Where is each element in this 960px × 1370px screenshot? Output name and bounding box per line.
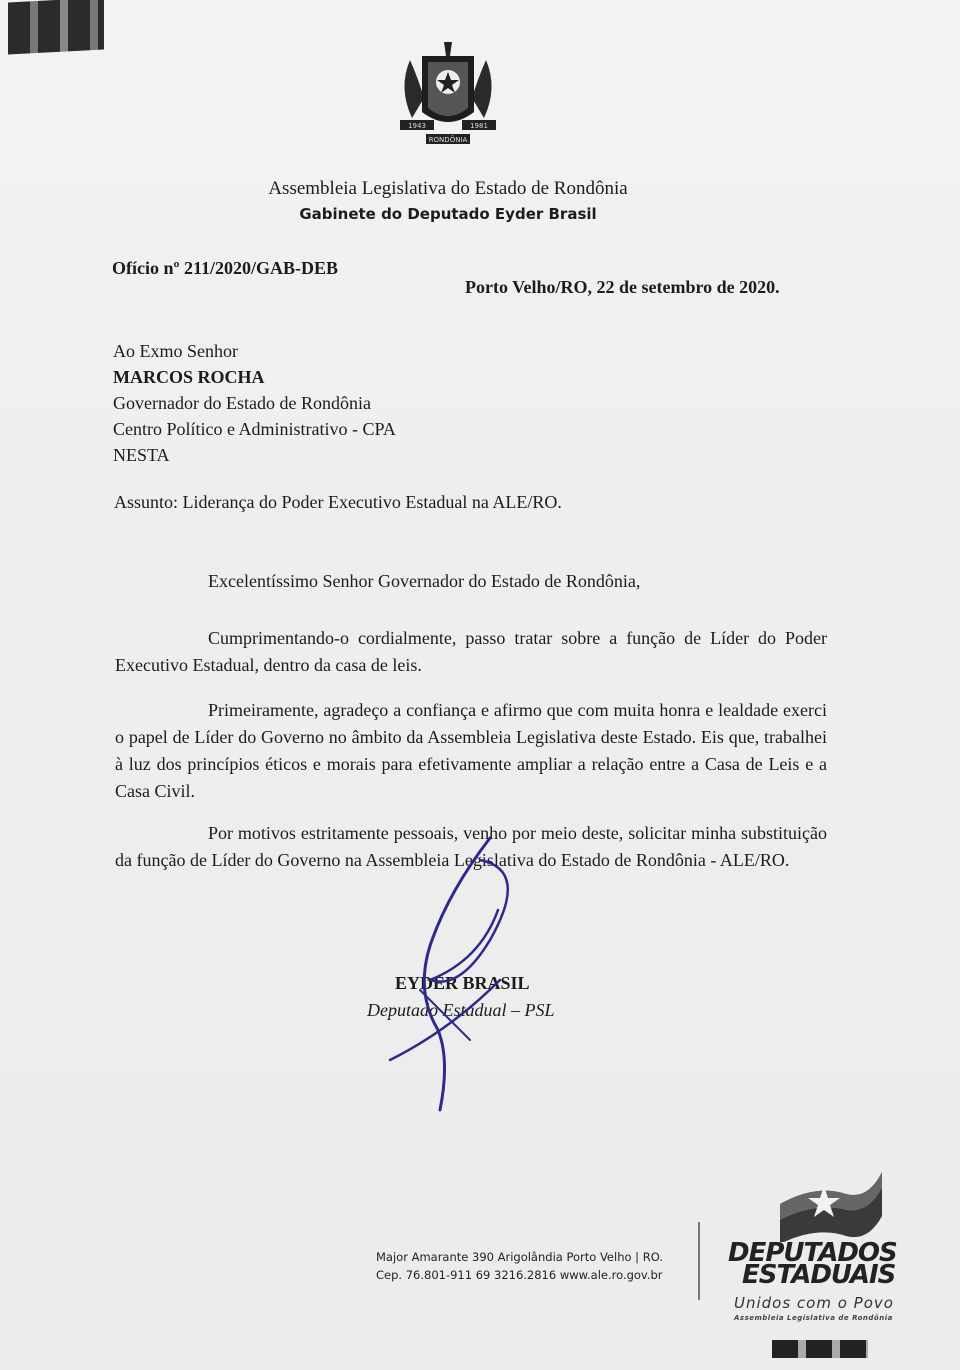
place-date: Porto Velho/RO, 22 de setembro de 2020. — [465, 277, 780, 297]
institution-title: Assembleia Legislativa do Estado de Rondônia — [268, 178, 628, 199]
body-paragraph: Por motivos estritamente pessoais, venho por meio deste, solicitar minha substituição da função de Líder do Governo na Assembleia Legislativa do Estado de Rondônia - ALE/RO. — [115, 823, 827, 870]
handwritten-signature-icon — [380, 830, 550, 1130]
letter-greeting: Excelentíssimo Senhor Governador do Estado de Rondônia, — [208, 571, 641, 591]
footer-divider — [698, 1222, 700, 1300]
footer-address-line: Major Amarante 390 Arigolândia Porto Velho | RO. — [376, 1250, 663, 1264]
crest-state-name: RONDÔNIA — [428, 136, 468, 144]
logo-tagline: Unidos com o Povo — [734, 1294, 894, 1312]
recipient-delivery: NESTA — [113, 445, 170, 465]
logo-title-line1: DEPUTADOS — [728, 1238, 897, 1268]
recipient-block — [113, 338, 396, 468]
scan-bottom-mark — [772, 1340, 868, 1358]
flag-star-icon — [776, 1164, 886, 1242]
letter-reference: Ofício nº 211/2020/GAB-DEB — [112, 258, 338, 278]
letter-subject: Assunto: Liderança do Poder Executivo Estadual na ALE/RO. — [114, 492, 562, 512]
footer-contact-line: Cep. 76.801-911 69 3216.2816 www.ale.ro.gov.br — [376, 1268, 663, 1282]
crest-year-right: 1981 — [470, 122, 488, 130]
body-paragraph: Cumprimentando-o cordialmente, passo tratar sobre a função de Líder do Poder Executivo Estadual, dentro da casa de leis. — [115, 628, 827, 675]
deputados-estaduais-logo — [724, 1160, 924, 1360]
logo-title-line2: ESTADUAIS — [742, 1260, 896, 1290]
scan-corner-mark — [8, 0, 104, 55]
recipient-title: Governador do Estado de Rondônia — [113, 393, 371, 413]
signer-name: EYDER BRASIL — [395, 973, 530, 993]
office-subtitle: Gabinete do Deputado Eyder Brasil — [299, 205, 597, 223]
recipient-salutation: Ao Exmo Senhor — [113, 341, 238, 361]
body-paragraph: Primeiramente, agradeço a confiança e afirmo que com muita honra e lealdade exerci o papel de Líder do Governo no âmbito da Assembleia Legislativa deste Estado. Eis que, trabalhei à luz dos princípios éticos e morais para efetivamente ampliar a relação entre a Casa de Leis e a Casa Civil. — [115, 700, 827, 801]
logo-institution: Assembleia Legislativa de Rondônia — [734, 1314, 893, 1322]
signer-role: Deputado Estadual – PSL — [367, 1000, 555, 1020]
footer-address — [376, 1248, 663, 1284]
rondonia-coat-of-arms-icon — [394, 38, 502, 150]
recipient-location: Centro Político e Administrativo - CPA — [113, 419, 396, 439]
recipient-name: MARCOS ROCHA — [113, 367, 265, 387]
crest-year-left: 1943 — [408, 122, 426, 130]
